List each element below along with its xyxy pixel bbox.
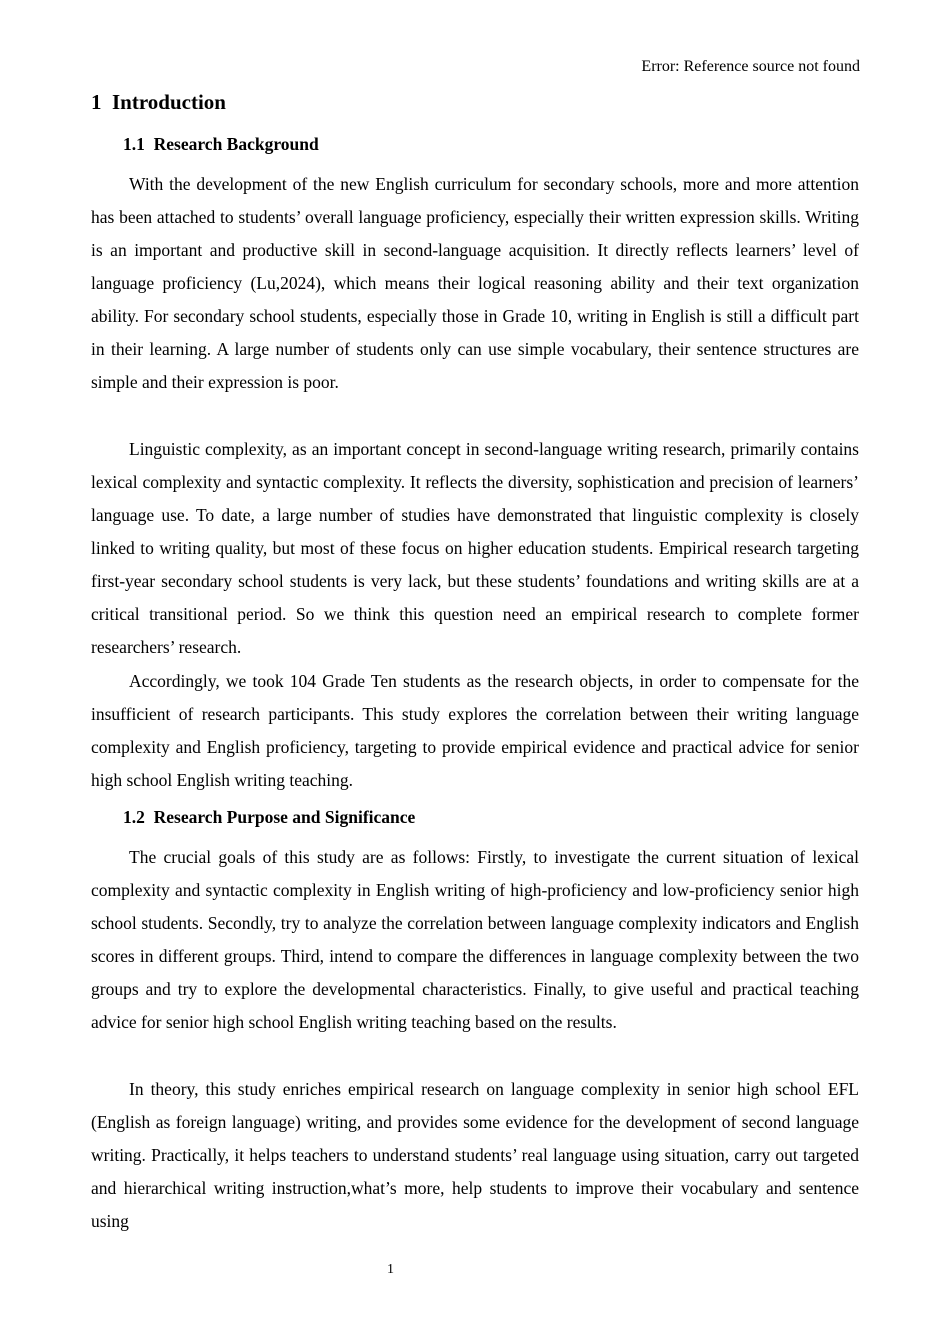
- running-header: Error: Reference source not found: [641, 58, 860, 75]
- section-number: 1.2: [123, 807, 145, 827]
- chapter-heading: [91, 90, 226, 115]
- chapter-title: Introduction: [112, 90, 226, 114]
- body-paragraph: Linguistic complexity, as an important concept in second-language writing research, primarily contains lexical complexity and syntactic complexity. It reflects the diversity, sophistication and precision of learners’ language use. To date, a large number of studies have demonstrated that linguistic complexity is closely linked to writing quality, but most of these focus on higher education students. Empirical research targeting first-year secondary school students is very lack, but these students’ foundations and writing skills are at a critical transitional period. So we think this question need an empirical research to complete former researchers’ research.: [91, 439, 859, 657]
- section-number: 1.1: [123, 134, 145, 154]
- body-paragraph: In theory, this study enriches empirical research on language complexity in senior high school EFL (English as foreign language) writing, and provides some evidence for the development of second language writing. Practically, it helps teachers to understand students’ real language using situation, carry out targeted and hierarchical writing instruction,what’s more, help students to improve their vocabulary and sentence using: [91, 1079, 859, 1231]
- body-paragraph: Accordingly, we took 104 Grade Ten students as the research objects, in order to compensate for the insufficient of research participants. This study explores the correlation between their writing language complexity and English proficiency, targeting to provide empirical evidence and practical advice for senior high school English writing teaching.: [91, 671, 859, 790]
- chapter-number: 1: [91, 90, 102, 114]
- body-paragraph: With the development of the new English curriculum for secondary schools, more and more attention has been attached to students’ overall language proficiency, especially their written expression skills. Writing is an important and productive skill in second-language acquisition. It directly reflects learners’ level of language proficiency (Lu,2024), which means their logical reasoning ability and their text organization ability. For secondary school students, especially those in Grade 10, writing in English is still a difficult part in their learning. A large number of students only can use simple vocabulary, their sentence structures are simple and their expression is poor.: [91, 174, 859, 392]
- section-heading: [123, 807, 415, 828]
- section-heading: [123, 134, 319, 155]
- section-title: Research Purpose and Significance: [153, 807, 416, 827]
- section-title: Research Background: [153, 134, 319, 154]
- body-paragraph: The crucial goals of this study are as follows: Firstly, to investigate the current situation of lexical complexity and syntactic complexity in English writing of high-proficiency and low-proficiency senior high school students. Secondly, try to analyze the correlation between language complexity indicators and English scores in different groups. Third, intend to compare the differences in language complexity between the two groups and try to explore the developmental characteristics. Finally, to give useful and practical teaching advice for senior high school English writing teaching based on the results.: [91, 847, 859, 1032]
- page-number: 1: [387, 1262, 394, 1277]
